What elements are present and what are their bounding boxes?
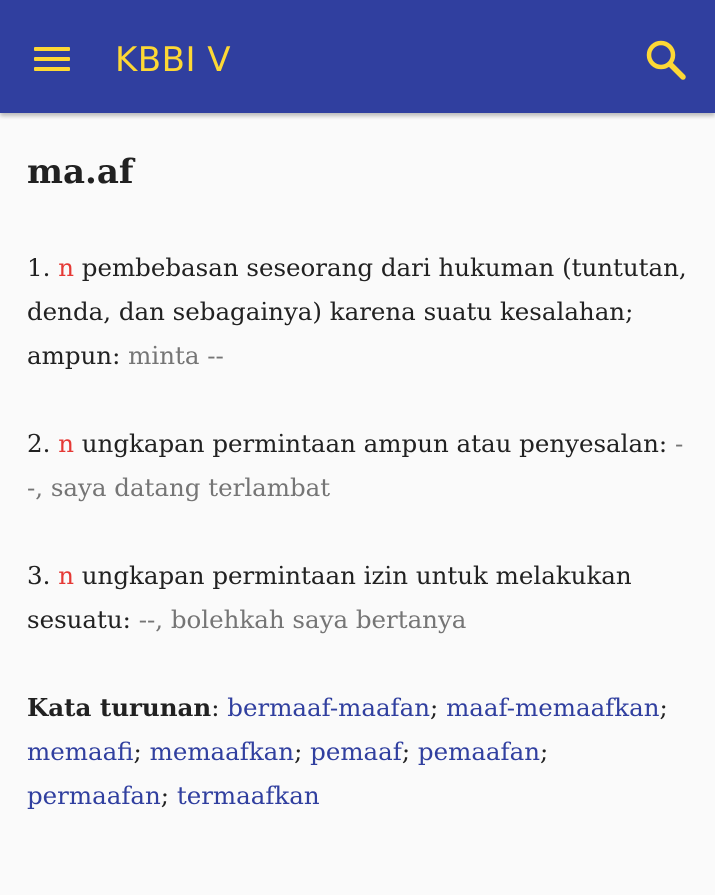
sense-definition: ungkapan permintaan ampun atau penyesalan: (81, 429, 668, 458)
headword: ma.af (27, 152, 134, 192)
sense-example: --, saya datang terlambat (27, 429, 684, 502)
sense-example: minta -- (128, 341, 224, 370)
app-bar (0, 0, 715, 113)
search-icon[interactable] (640, 34, 692, 86)
sense-1 (27, 246, 687, 378)
derivative-link[interactable]: maaf-memaafkan (446, 693, 660, 722)
sense-3 (27, 554, 687, 642)
sense-definition: pembebasan seseorang dari hukuman (tuntutan, denda, dan sebagainya) karena suatu kesalahan; ampun: (27, 253, 687, 370)
sense-number: 2. (27, 429, 51, 458)
sense-number: 1. (27, 253, 51, 282)
derivative-separator: ; (659, 693, 668, 722)
derivative-separator: ; (401, 737, 411, 766)
sense-example: --, bolehkah saya bertanya (138, 605, 467, 634)
derivative-link[interactable]: memaafi (27, 737, 134, 766)
derivatives: Kata turunan: bermaaf-maafan; maaf-memaafkan; memaafi; memaafkan; pemaaf; pemaafan; permaafan; termaafkan (27, 693, 668, 810)
derivative-separator: ; (540, 737, 549, 766)
derivative-link[interactable]: memaafkan (149, 737, 295, 766)
derivative-separator: ; (133, 737, 142, 766)
derivatives-label: Kata turunan (27, 693, 212, 722)
sense-2 (27, 422, 687, 510)
derivative-link[interactable]: bermaaf-maafan (227, 693, 431, 722)
entry-content (27, 140, 687, 862)
sense-definition: ungkapan permintaan izin untuk melakukan sesuatu: (27, 561, 632, 634)
hamburger-menu-icon[interactable] (24, 35, 78, 83)
part-of-speech: n (58, 253, 74, 282)
derivative-separator: ; (160, 781, 170, 810)
part-of-speech: n (58, 561, 74, 590)
app-title: KBBI V (115, 40, 232, 80)
derivative-link[interactable]: termaafkan (176, 781, 320, 810)
derivative-link[interactable]: pemaafan (417, 737, 540, 766)
derivative-separator: ; (430, 693, 439, 722)
derivative-link[interactable]: permaafan (27, 781, 161, 810)
derivative-separator: ; (294, 737, 303, 766)
sense-number: 3. (27, 561, 51, 590)
derivative-link[interactable]: pemaaf (310, 737, 402, 766)
part-of-speech: n (58, 429, 74, 458)
